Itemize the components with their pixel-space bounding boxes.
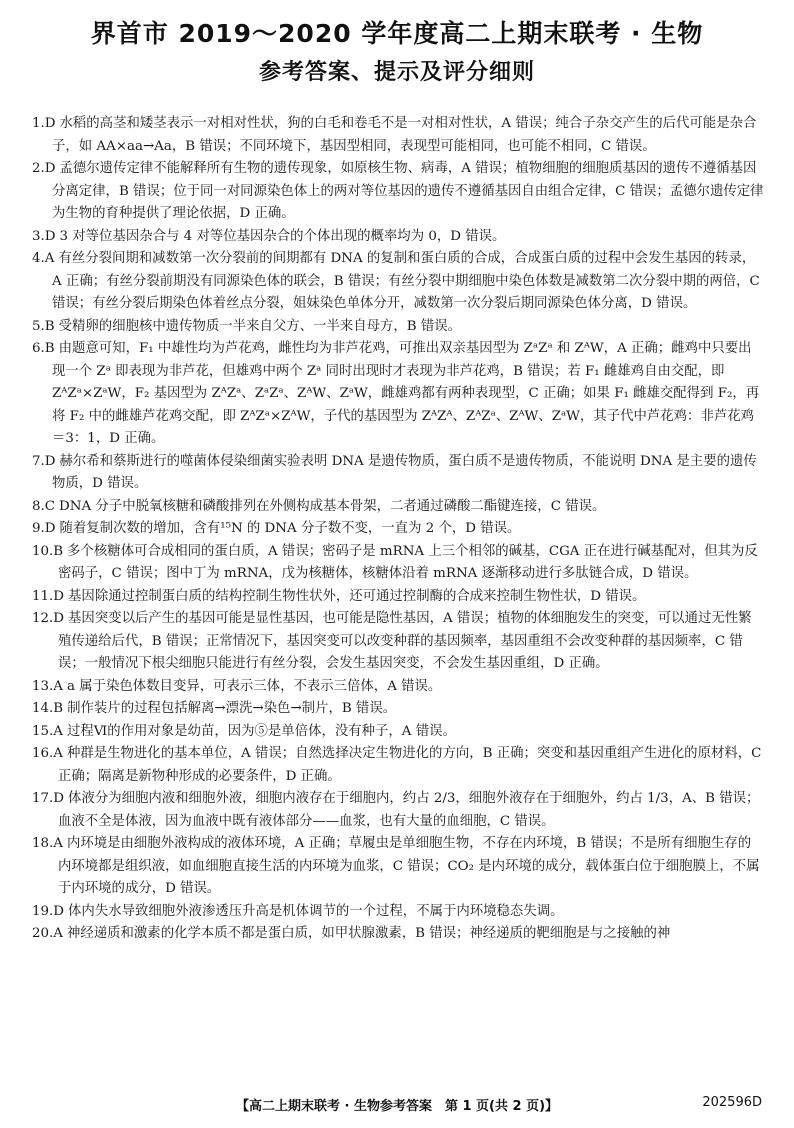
answer-item: [32, 541, 764, 586]
answer-explanation: DNA 分子中脱氧核糖和磷酸排列在外侧构成基本骨架，二者通过磷酸二酯键连接，C 错误。: [59, 498, 606, 514]
answer-explanation: 体液分为细胞内液和细胞外液，细胞内液存在于细胞内，约占 2/3，细胞外液存在于细胞外，约占 1/3，A、B 错误；血液不全是体液，因为血液中既有液体部分——血浆，也有大量的血细胞，C 错误。: [58, 791, 760, 829]
footer-page-info: 【高二上期末联考 · 生物参考答案 第 1 页(共 2 页)】: [235, 1099, 559, 1114]
answer-explanation: 水稻的高茎和矮茎表示一对相对性状，狗的白毛和卷毛不是一对相对性状，A 错误；纯合子杂交产生的后代可能是杂合子，如 AA×aa→Aa，B 错误；不同环境下，基因型相同，表现型可能相同，也可能不相同，C 错误。: [52, 116, 757, 154]
answer-explanation: 制作装片的过程包括解离→漂洗→染色→制片，B 错误。: [67, 701, 397, 716]
answer-number: 6.B: [32, 341, 55, 356]
answer-number: 18.A: [32, 836, 63, 851]
answer-item: [32, 608, 764, 676]
answer-item: [32, 248, 764, 316]
page-footer: [0, 1095, 794, 1117]
answer-item: [32, 338, 764, 451]
answer-item: [32, 833, 764, 901]
footer-document-code: 202596D: [702, 1095, 762, 1110]
answer-number: 9.D: [32, 521, 56, 536]
answer-explanation: 内环境是由细胞外液构成的液体环境，A 正确；草履虫是单细胞生物，不存在内环境，B 错误；不是所有细胞生存的内环境都是组织液，如血细胞直接生活的内环境为血浆，C 错误；CO₂ 是内环境的成分，载体蛋白位于细胞膜上，不属于内环境的成分，D 错误。: [58, 836, 760, 896]
answer-explanation: 基因除通过控制蛋白质的结构控制生物性状外，还可通过控制酶的合成来控制生物性状，D 错误。: [68, 588, 646, 604]
answer-number: 7.D: [32, 453, 56, 469]
answer-explanation: 3 对等位基因杂合与 4 对等位基因杂合的个体出现的概率均为 0，D 错误。: [59, 228, 506, 244]
answer-number: 13.A: [32, 678, 63, 694]
answer-number: 16.A: [32, 746, 63, 761]
answer-explanation: 孟德尔遗传定律不能解释所有生物的遗传现象，如原核生物、病毒，A 错误；植物细胞的细胞质基因的遗传不遵循基因分离定律，B 错误；位于同一对同源染色体上的两对等位基因的遗传不遵循基因自由组合定律，C 错误；孟德尔遗传定律为生物的育种提供了理论依据，D 正确。: [52, 161, 764, 221]
answer-item: [32, 316, 764, 339]
answer-explanation: a 属于染色体数目变异，可表示三体，不表示三倍体，A 错误。: [66, 678, 442, 694]
answer-item: [32, 721, 764, 744]
answer-item: [32, 113, 764, 158]
answer-explanation: 受精卵的细胞核中遗传物质一半来自父方、一半来自母方，B 错误。: [58, 318, 462, 334]
answer-number: 3.D: [32, 228, 56, 244]
answer-list: [32, 113, 764, 946]
answer-item: [32, 788, 764, 833]
answer-explanation: 赫尔希和蔡斯进行的噬菌体侵染细菌实验表明 DNA 是遗传物质，蛋白质不是遗传物质，不能说明 DNA 是主要的遗传物质，D 错误。: [52, 453, 757, 491]
answer-item: [32, 698, 764, 721]
answer-explanation: 基因突变以后产生的基因可能是显性基因，也可能是隐性基因，A 错误；植物的体细胞发生的突变，可以通过无性繁殖传递给后代，B 错误；正常情况下，基因突变可以改变种群的基因频率，基因重组不会改变种群的基因频率，C 错误；一般情况下根尖细胞只能进行有丝分裂，会发生基因突变，不会发生基因重组，D 正确。: [58, 611, 752, 671]
answer-item: [32, 158, 764, 226]
answer-explanation: 神经递质和激素的化学本质不都是蛋白质，如甲状腺激素，B 错误；神经递质的靶细胞是与之接触的神: [66, 926, 671, 941]
answer-number: 19.D: [32, 903, 65, 919]
answer-number: 1.D: [32, 116, 56, 131]
answer-number: 15.A: [32, 723, 63, 739]
answer-number: 4.A: [32, 251, 55, 266]
answer-item: [32, 451, 764, 496]
answer-explanation: 过程Ⅵ的作用对象是幼苗，因为⑤是单倍体，没有种子，A 错误。: [66, 723, 456, 739]
answer-explanation: 种群是生物进化的基本单位，A 错误；自然选择决定生物进化的方向，B 正确；突变和基因重组产生进化的原材料，C 正确；隔离是新物种形成的必要条件，D 正确。: [58, 746, 762, 784]
answer-number: 2.D: [32, 161, 56, 176]
answer-number: 8.C: [32, 498, 56, 514]
answer-item: [32, 496, 764, 519]
answer-number: 17.D: [32, 791, 65, 806]
page-title: 界首市 2019～2020 学年度高二上期末联考 · 生物: [90, 19, 704, 48]
answer-item: [32, 923, 764, 946]
answer-explanation: 体内失水导致细胞外液渗透压升高是机体调节的一个过程，不属于内环境稳态失调。: [68, 903, 564, 919]
answer-item: [32, 743, 764, 788]
answer-explanation: 由题意可知，F₁ 中雄性均为芦花鸡，雌性均为非芦花鸡，可推出双亲基因型为 ZᵃZᵃ 和 ZᴬW，A 正确；雌鸡中只要出现一个 Zᵃ 即表现为非芦花，但雄鸡中两个 Zᵃ 同时出现时才表现为非芦花鸡，B 错误；若 F₁ 雌雄鸡自由交配，即 ZᴬZᵃ×ZᵃW，F₂ 基因型为 ZᴬZᵃ、ZᵃZᵃ、ZᴬW、ZᵃW，雌雄鸡都有两种表现型，C 正确；如果 F₁ 雌雄交配得到 F₂，再将 F₂ 中的雌雄芦花鸡交配，即 ZᴬZᵃ×ZᴬW，子代的基因型为 ZᴬZᴬ、ZᴬZᵃ、ZᴬW、ZᵃW，其子代中芦花鸡：非芦花鸡＝3：1，D 正确。: [52, 341, 760, 446]
answer-number: 5.B: [32, 318, 55, 334]
answer-item: [32, 586, 764, 609]
answer-item: [32, 226, 764, 249]
answer-item: [32, 901, 764, 924]
answer-explanation: 有丝分裂间期和减数第一次分裂前的间期都有 DNA 的复制和蛋白质的合成，合成蛋白质的过程中会发生基因的转录，A 正确；有丝分裂前期没有同源染色体的联会，B 错误；有丝分裂中期细胞中染色体数是减数第二次分裂中期的两倍，C 错误；有丝分裂后期染色体着丝点分裂，姐妹染色单体分开，减数第一次分裂后期同源染色体分离，D 错误。: [52, 251, 760, 311]
answer-explanation: 随着复制次数的增加，含有¹⁵N 的 DNA 分子数不变，一直为 2 个，D 错误。: [59, 521, 521, 536]
answer-item: [32, 518, 764, 541]
answer-explanation: 多个核糖体可合成相同的蛋白质，A 错误；密码子是 mRNA 上三个相邻的碱基，CGA 正在进行碱基配对，但其为反密码子，C 错误；图中丁为 mRNA，戊为核糖体，核糖体沿着 mRNA 逐渐移动进行多肽链合成，D 错误。: [58, 543, 758, 581]
answer-number: 14.B: [32, 701, 64, 716]
answer-number: 20.A: [32, 926, 63, 941]
page-subtitle: 参考答案、提示及评分细则: [258, 60, 535, 85]
answer-item: [32, 676, 764, 699]
answer-number: 11.D: [32, 588, 65, 604]
answer-number: 10.B: [32, 543, 64, 559]
answer-number: 12.D: [32, 611, 65, 626]
